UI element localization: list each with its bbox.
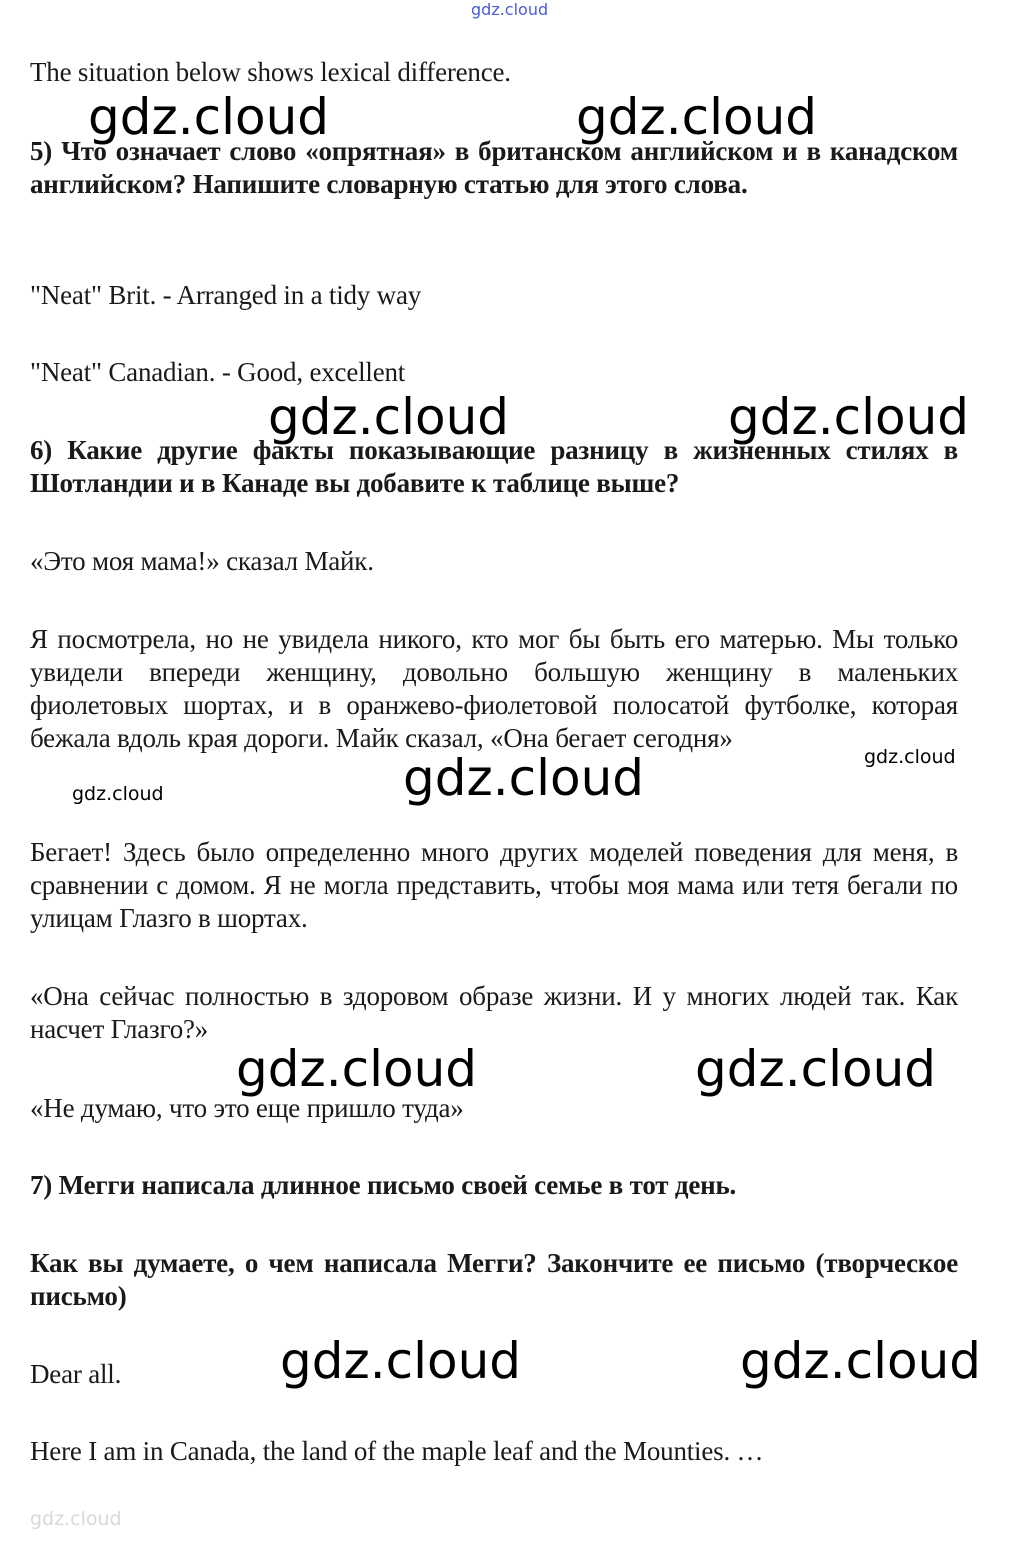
paragraph-not-yet: «Не думаю, что это еще пришло туда» — [30, 1093, 464, 1123]
watermark: gdz.cloud — [72, 783, 164, 805]
watermark-top: gdz.cloud — [471, 0, 549, 19]
question-7: 7) Мегги написала длинное письмо своей семье в тот день. — [30, 1170, 737, 1200]
neat-canadian-definition: "Neat" Canadian. - Good, excellent — [30, 357, 406, 387]
paragraph-running: Бегает! Здесь было определенно много других моделей поведения для меня, в сравнении с домом. Я не могла представить, чтобы моя мама или тетя бегали по улицам Глазго в шортах. — [30, 837, 958, 933]
watermark: gdz.cloud — [236, 1040, 478, 1098]
intro-text: The situation below shows lexical difference. — [30, 57, 511, 87]
watermark: gdz.cloud — [864, 746, 956, 768]
watermark: gdz.cloud — [88, 88, 330, 146]
watermark: gdz.cloud — [280, 1332, 522, 1390]
paragraph-looked: Я посмотрела, но не увидела никого, кто мог бы быть его матерью. Мы только увидели впереди женщину, довольно большую женщину в маленьких фиолетовых шортах, и в оранжево-фиолетовой полосатой футболке, которая бежала вдоль края дороги. Майк сказал, «Она бегает сегодня» — [30, 624, 958, 753]
watermark: gdz.cloud — [268, 388, 510, 446]
watermark: gdz.cloud — [30, 1508, 122, 1530]
neat-british-definition: "Neat" Brit. - Arranged in a tidy way — [30, 280, 422, 310]
question-6: 6) Какие другие факты показывающие разницу в жизненных стилях в Шотландии и в Канаде вы добавите к таблице выше? — [30, 435, 958, 498]
watermark: gdz.cloud — [728, 388, 970, 446]
question-7-task: Как вы думаете, о чем написала Мегги? Закончите ее письмо (творческое письмо) — [30, 1248, 958, 1311]
letter-greeting: Dear all. — [30, 1359, 122, 1389]
paragraph-healthy: «Она сейчас полностью в здоровом образе жизни. И у многих людей так. Как насчет Глазго?» — [30, 981, 958, 1044]
watermark: gdz.cloud — [403, 749, 645, 807]
watermark: gdz.cloud — [576, 88, 818, 146]
watermark: gdz.cloud — [695, 1040, 937, 1098]
letter-opening: Here I am in Canada, the land of the maple leaf and the Mounties. … — [30, 1436, 764, 1466]
paragraph-mom: «Это моя мама!» сказал Майк. — [30, 546, 374, 576]
watermark: gdz.cloud — [740, 1332, 982, 1390]
question-5: 5) Что означает слово «опрятная» в британском английском и в канадском английском? Напишите словарную статью для этого слова. — [30, 136, 958, 199]
